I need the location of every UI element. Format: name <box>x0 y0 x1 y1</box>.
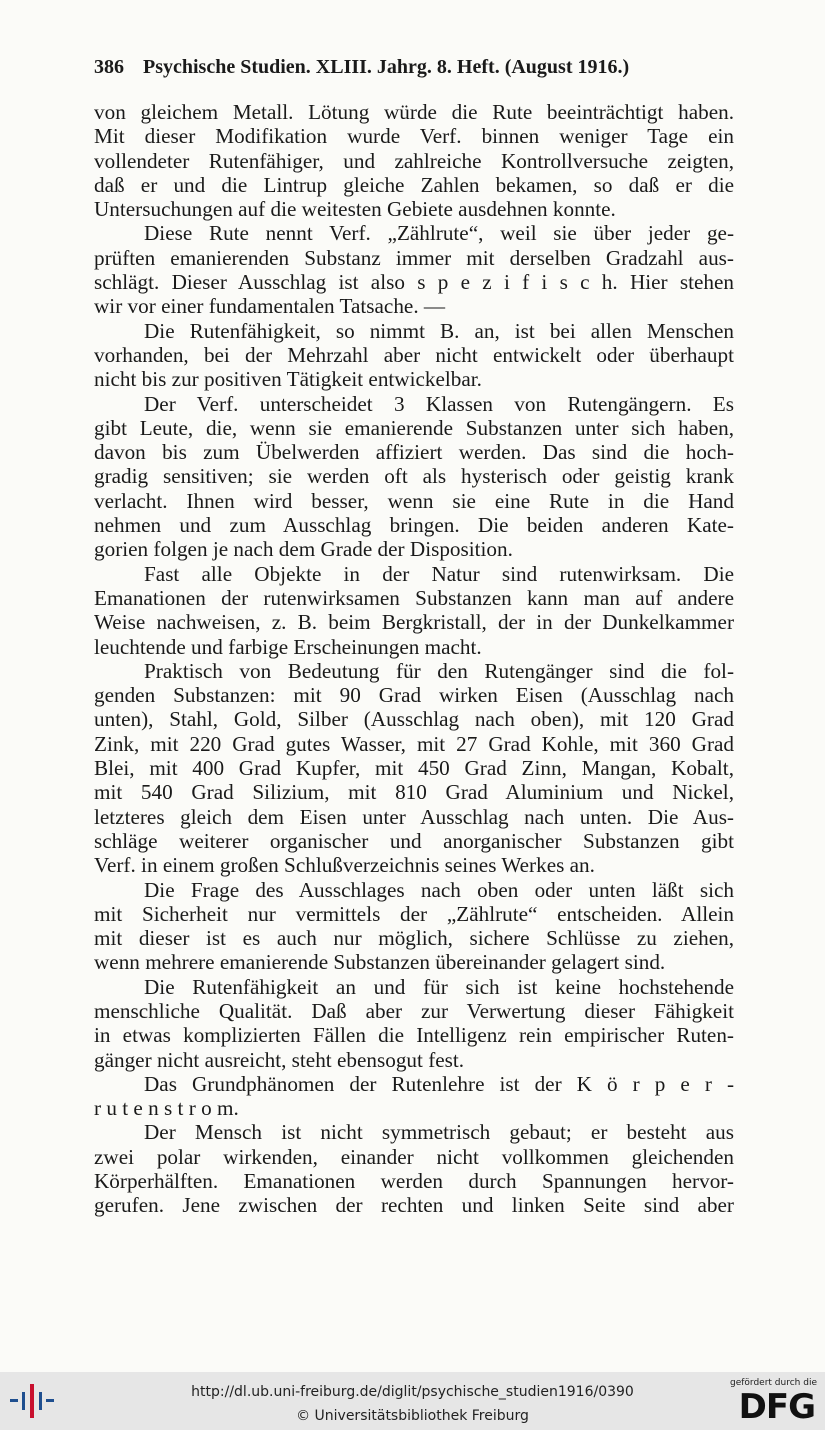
dfg-caption: gefördert durch die <box>730 1378 817 1388</box>
source-url-link[interactable]: http://dl.ub.uni-freiburg.de/diglit/psychische_studien1916/0390 <box>191 1384 634 1400</box>
text-line: Zink, mit 220 Grad gutes Wasser, mit 27 Grad Kohle, mit 360 Grad <box>94 731 734 756</box>
text-line: Die Rutenfähigkeit, so nimmt B. an, ist bei allen Menschen <box>144 318 734 343</box>
text-line: vorhanden, bei der Mehrzahl aber nicht entwickelt oder überhaupt <box>94 342 734 367</box>
text-line: gibt Leute, die, wenn sie emanierende Substanzen unter sich haben, <box>94 415 734 440</box>
text-line: Der Mensch ist nicht symmetrisch gebaut; er besteht aus <box>144 1120 734 1145</box>
text-line: Die Frage des Ausschlages nach oben oder unten läßt sich <box>144 877 734 902</box>
copyright-notice: © Universitätsbibliothek Freiburg <box>296 1408 529 1424</box>
text-line: menschliche Qualität. Daß aber zur Verwertung dieser Fähigkeit <box>94 998 734 1023</box>
text-line: mit dieser ist es auch nur möglich, sichere Schlüsse zu ziehen, <box>94 926 734 951</box>
text-line: mit 540 Grad Silizium, mit 810 Grad Aluminium und Nickel, <box>94 780 734 805</box>
text-line: Mit dieser Modifikation wurde Verf. binnen weniger Tage ein <box>94 124 734 149</box>
text-line: verlacht. Ihnen wird besser, wenn sie eine Rute in die Hand <box>94 488 734 513</box>
text-line: prüften emanierenden Substanz immer mit derselben Gradzahl aus- <box>94 245 734 270</box>
page-number: 386 <box>94 56 124 78</box>
text-line: Diese Rute nennt Verf. „Zählrute“, weil sie über jeder ge- <box>144 221 734 246</box>
text-line: nicht bis zur positiven Tätigkeit entwickelbar. <box>94 367 482 392</box>
text-line: davon bis zum Übelwerden affiziert werden. Das sind die hoch- <box>94 440 734 465</box>
footer-bar <box>0 1372 825 1430</box>
running-title: Psychische Studien. XLIII. Jahrg. 8. Heft. (August 1916.) <box>143 56 630 78</box>
running-header <box>94 56 734 79</box>
body-text <box>94 100 734 1218</box>
text-line: Das Grundphänomen der Rutenlehre ist der K ö r p e r - <box>144 1071 734 1096</box>
text-line: zwei polar wirkenden, einander nicht vollkommen gleichenden <box>94 1144 734 1169</box>
text-line: Die Rutenfähigkeit an und für sich ist keine hochstehende <box>144 974 734 999</box>
text-line: wenn mehrere emanierende Substanzen übereinander gelagert sind. <box>94 950 666 975</box>
text-line: vollendeter Rutenfähiger, und zahlreiche Kontrollversuche zeigten, <box>94 148 734 173</box>
text-line: gerufen. Jene zwischen der rechten und linken Seite sind aber <box>94 1193 734 1218</box>
text-line: mit Sicherheit nur vermittels der „Zählrute“ entscheiden. Allein <box>94 901 734 926</box>
text-line: von gleichem Metall. Lötung würde die Rute beeinträchtigt haben. <box>94 100 734 124</box>
dfg-logo: DFG <box>738 1387 815 1427</box>
text-line: Körperhälften. Emanationen werden durch Spannungen hervor- <box>94 1169 734 1194</box>
text-line: gänger nicht ausreicht, steht ebensogut fest. <box>94 1047 465 1072</box>
text-line: wir vor einer fundamentalen Tatsache. — <box>94 294 446 319</box>
text-line: r u t e n s t r o m. <box>94 1096 239 1121</box>
text-line: Untersuchungen auf die weitesten Gebiete ausdehnen konnte. <box>94 197 616 222</box>
text-line: Praktisch von Bedeutung für den Rutengänger sind die fol- <box>144 658 734 683</box>
text-line: Verf. in einem großen Schlußverzeichnis seines Werkes an. <box>94 853 595 878</box>
text-line: gradig sensitiven; sie werden oft als hysterisch oder geistig krank <box>94 464 734 489</box>
text-line: in etwas komplizierten Fällen die Intelligenz rein empirischer Ruten- <box>94 1023 734 1048</box>
text-line: nehmen und zum Ausschlag bringen. Die beiden anderen Kate- <box>94 513 734 538</box>
text-line: schläge weiterer organischer und anorganischer Substanzen gibt <box>94 828 734 853</box>
text-line: schlägt. Dieser Ausschlag ist also s p e z i f i s c h. Hier stehen <box>94 270 734 295</box>
text-line: unten), Stahl, Gold, Silber (Ausschlag nach oben), mit 120 Grad <box>94 707 734 732</box>
text-line: Blei, mit 400 Grad Kupfer, mit 450 Grad Zinn, Mangan, Kobalt, <box>94 756 734 781</box>
text-line: leuchtende und farbige Erscheinungen macht. <box>94 634 482 659</box>
text-line: Weise nachweisen, z. B. beim Bergkristall, der in der Dunkelkammer <box>94 610 734 635</box>
text-line: genden Substanzen: mit 90 Grad wirken Eisen (Ausschlag nach <box>94 683 734 708</box>
text-line: letzteres gleich dem Eisen unter Ausschlag nach unten. Die Aus- <box>94 804 734 829</box>
text-line: Fast alle Objekte in der Natur sind rutenwirksam. Die <box>144 561 734 586</box>
text-line: Emanationen der rutenwirksamen Substanzen kann man auf andere <box>94 585 734 610</box>
text-line: daß er und die Lintrup gleiche Zahlen bekamen, so daß er die <box>94 172 734 197</box>
text-line: gorien folgen je nach dem Grade der Disposition. <box>94 537 513 562</box>
text-line: Der Verf. unterscheidet 3 Klassen von Rutengängern. Es <box>144 391 734 416</box>
